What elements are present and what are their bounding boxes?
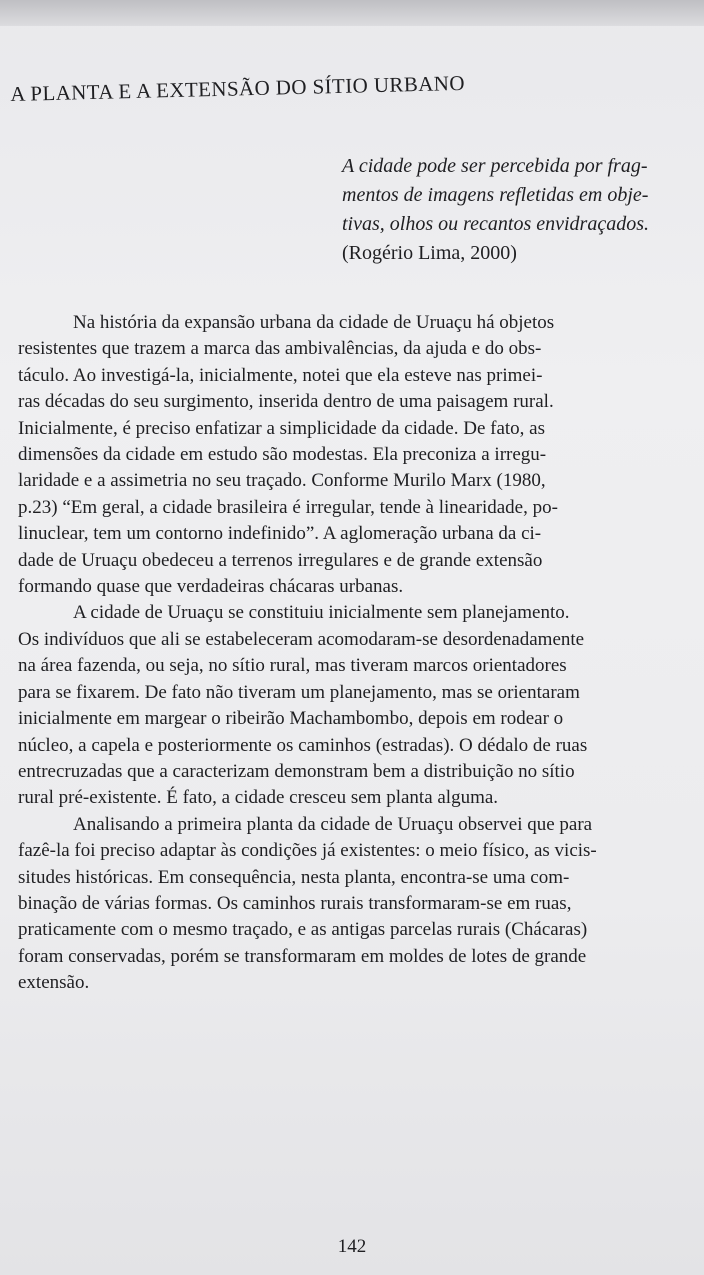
text-line: formando quase que verdadeiras chácaras urbanas. bbox=[18, 576, 404, 598]
page-top-shadow bbox=[0, 0, 704, 26]
text-line: para se fixarem. De fato não tiveram um planejamento, mas se orientaram bbox=[18, 681, 580, 703]
text-line: dimensões da cidade em estudo são modestas. Ela preconiza a irregu- bbox=[18, 444, 547, 466]
page-number: 142 bbox=[337, 1236, 367, 1257]
paragraph-1 bbox=[18, 310, 688, 600]
epigraph-citation: (Rogério Lima, 2000) bbox=[342, 242, 517, 264]
text-line: situdes históricas. Em consequência, nesta planta, encontra-se uma com- bbox=[18, 866, 570, 888]
text-line: binação de várias formas. Os caminhos rurais transformaram-se em ruas, bbox=[18, 892, 572, 914]
text-line: entrecruzadas que a caracterizam demonstram bem a distribuição no sítio bbox=[18, 760, 575, 782]
text-line: Na história da expansão urbana da cidade de Uruaçu há objetos bbox=[73, 312, 555, 333]
text-line: p.23) “Em geral, a cidade brasileira é irregular, tende à linearidade, po- bbox=[18, 496, 558, 518]
text-line: dade de Uruaçu obedeceu a terrenos irregulares e de grande extensão bbox=[18, 549, 543, 571]
text-line: A cidade de Uruaçu se constituiu inicialmente sem planejamento. bbox=[73, 602, 570, 624]
text-line: rural pré-existente. É fato, a cidade cresceu sem planta alguma. bbox=[18, 787, 499, 809]
text-line: laridade e a assimetria no seu traçado. Conforme Murilo Marx (1980, bbox=[18, 470, 546, 492]
text-line: ras décadas do seu surgimento, inserida dentro de uma paisagem rural. bbox=[18, 391, 554, 413]
text-line: na área fazenda, ou seja, no sítio rural, mas tiveram marcos orientadores bbox=[18, 655, 567, 677]
epigraph-line: tivas, olhos ou recantos envidraçados. bbox=[342, 213, 650, 235]
text-line: resistentes que trazem a marca das ambivalências, da ajuda e do obs- bbox=[18, 338, 542, 360]
text-line: extensão. bbox=[18, 972, 90, 994]
text-line: fazê-la foi preciso adaptar às condições já existentes: o meio físico, as vicis- bbox=[18, 840, 597, 862]
text-line: táculo. Ao investigá-la, inicialmente, notei que ela esteve nas primei- bbox=[18, 364, 543, 386]
text-line: Os indivíduos que ali se estabeleceram acomodaram-se desordenadamente bbox=[18, 628, 585, 650]
epigraph-line: A cidade pode ser percebida por frag- bbox=[342, 155, 648, 177]
paragraph-2 bbox=[18, 600, 688, 811]
text-line: Inicialmente, é preciso enfatizar a simplicidade da cidade. De fato, as bbox=[18, 417, 545, 439]
text-line: linuclear, tem um contorno indefinido”. A aglomeração urbana da ci- bbox=[18, 523, 542, 545]
section-heading: A PLANTA E A EXTENSÃO DO SÍTIO URBANO bbox=[10, 70, 466, 106]
text-line: Analisando a primeira planta da cidade de Uruaçu observei que para bbox=[73, 813, 593, 835]
epigraph-line: mentos de imagens refletidas em obje- bbox=[342, 184, 649, 206]
epigraph bbox=[342, 152, 692, 268]
text-line: praticamente com o mesmo traçado, e as antigas parcelas rurais (Chácaras) bbox=[18, 919, 588, 941]
text-line: inicialmente em margear o ribeirão Machambombo, depois em rodear o bbox=[18, 708, 564, 730]
text-line: núcleo, a capela e posteriormente os caminhos (estradas). O dédalo de ruas bbox=[18, 734, 588, 756]
body-text bbox=[18, 310, 688, 997]
text-line: foram conservadas, porém se transformaram em moldes de lotes de grande bbox=[18, 945, 587, 967]
paragraph-3 bbox=[18, 812, 688, 997]
